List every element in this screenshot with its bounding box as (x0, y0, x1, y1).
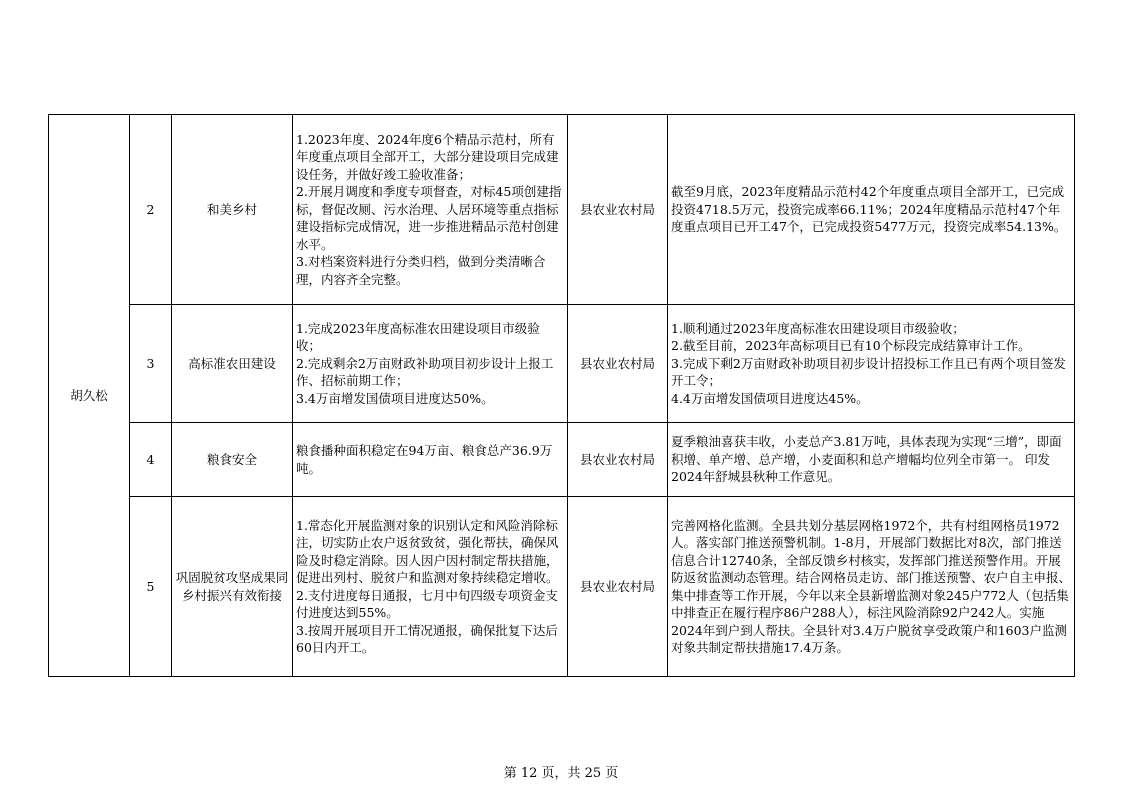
table-row (49, 305, 1075, 423)
progress-line: 1.顺利通过2023年度高标准农田建设项目市级验收； (671, 320, 965, 336)
responsible-person: 胡久松 (70, 387, 108, 403)
plan-line: 1.完成2023年度高标准农田建设项目市级验收； (296, 320, 540, 354)
table-row (49, 115, 1075, 305)
task-name: 巩固脱贫攻坚成果同乡村振兴有效衔接 (172, 497, 293, 677)
plan-line: 粮食播种面积稳定在94万亩、粮食总产36.9万吨。 (296, 443, 553, 476)
progress-line: 4.4万亩增发国债项目进度达45%。 (671, 390, 869, 406)
progress-line: 完善网格化监测。全县共划分基层网格1972个，共有村组网格员1972人。落实部门推送预警机制。1-8月，开展部门数据比对8次，部门推送信息合计12740条，全部反馈乡村核实，发挥部门推送预警作用。开展防返贫监测动态管理。结合网格员走访、部门推送预警、农户自主申报、集中排查等工作开展，今年以来全县新增监测对象245户772人（包括集中排查正在履行程序86户288人），标注风险消除92户242人。实施2024年到户到人帮扶。全县针对3.4万户脱贫享受政策户和1603户监测对象共制定帮扶措施17.4万条。 (671, 517, 1072, 655)
responsible-person-cell (49, 115, 130, 677)
progress-line: 夏季粮油喜获丰收，小麦总产3.81万吨，具体表现为实现“三增”，即面积增、单产增、总产增，小麦面积和总产增幅均位列全市第一。 印发2024年舒城县秋种工作意见。 (671, 434, 1062, 485)
progress-line: 2.截至目前，2023年高标项目已有10个标段完成结算审计工作。 (671, 338, 1031, 354)
plan-line: 2.完成剩余2万亩财政补助项目初步设计上报工作、招标前期工作； (296, 355, 554, 389)
plan-cell (293, 497, 568, 677)
plan-line: 1.常态化开展监测对象的识别认定和风险消除标注，切实防止农户返贫致贫，强化帮扶，确保风险及时稳定消除。因人因户因村制定帮扶措施，促进出列村、脱贫户和监测对象持续稳定增收。 (296, 517, 559, 585)
page-number: 第 12 页，共 25 页 (503, 766, 619, 781)
row-index: 4 (130, 423, 172, 497)
progress-cell (668, 305, 1075, 423)
progress-cell (668, 115, 1075, 305)
plan-line: 2.支付进度每日通报，七月中旬四级专项资金支付进度达到55%。 (296, 587, 558, 620)
plan-line: 3.按周开展项目开工情况通报，确保批复下达后60日内开工。 (296, 622, 558, 655)
plan-line: 3.4万亩增发国债项目进度达50%。 (296, 390, 494, 406)
task-name: 粮食安全 (172, 423, 293, 497)
task-name: 高标准农田建设 (172, 305, 293, 423)
work-progress-table (48, 114, 1075, 677)
table-row (49, 497, 1075, 677)
department: 县农业农村局 (568, 497, 668, 677)
progress-line: 截至9月底，2023年度精品示范村42个年度重点项目全部开工，已完成投资4718.5万元，投资完成率66.11%；2024年度精品示范村47个年度重点项目已开工47个，已完成投资5477万元，投资完成率54.13%。 (671, 184, 1067, 235)
progress-cell (668, 497, 1075, 677)
plan-line: 3.对档案资料进行分类归档，做到分类清晰合理，内容齐全完整。 (296, 254, 546, 287)
plan-line: 2.开展月调度和季度专项督查，对标45项创建指标，督促改厕、污水治理、人居环境等重点指标建设指标完成情况，进一步推进精品示范村创建水平。 (296, 184, 562, 252)
row-index: 2 (130, 115, 172, 305)
progress-cell (668, 423, 1075, 497)
task-name: 和美乡村 (172, 115, 293, 305)
progress-line: 3.完成下剩2万亩财政补助项目初步设计招投标工作且已有两个项目签发开工令； (671, 355, 1066, 389)
plan-cell (293, 423, 568, 497)
department: 县农业农村局 (568, 423, 668, 497)
plan-line: 1.2023年度、2024年度6个精品示范村，所有年度重点项目全部开工，大部分建设项目完成建设任务，并做好竣工验收准备； (296, 131, 559, 182)
department: 县农业农村局 (568, 115, 668, 305)
row-index: 3 (130, 305, 172, 423)
department: 县农业农村局 (568, 305, 668, 423)
table-row (49, 423, 1075, 497)
plan-cell (293, 115, 568, 305)
row-index: 5 (130, 497, 172, 677)
plan-cell (293, 305, 568, 423)
